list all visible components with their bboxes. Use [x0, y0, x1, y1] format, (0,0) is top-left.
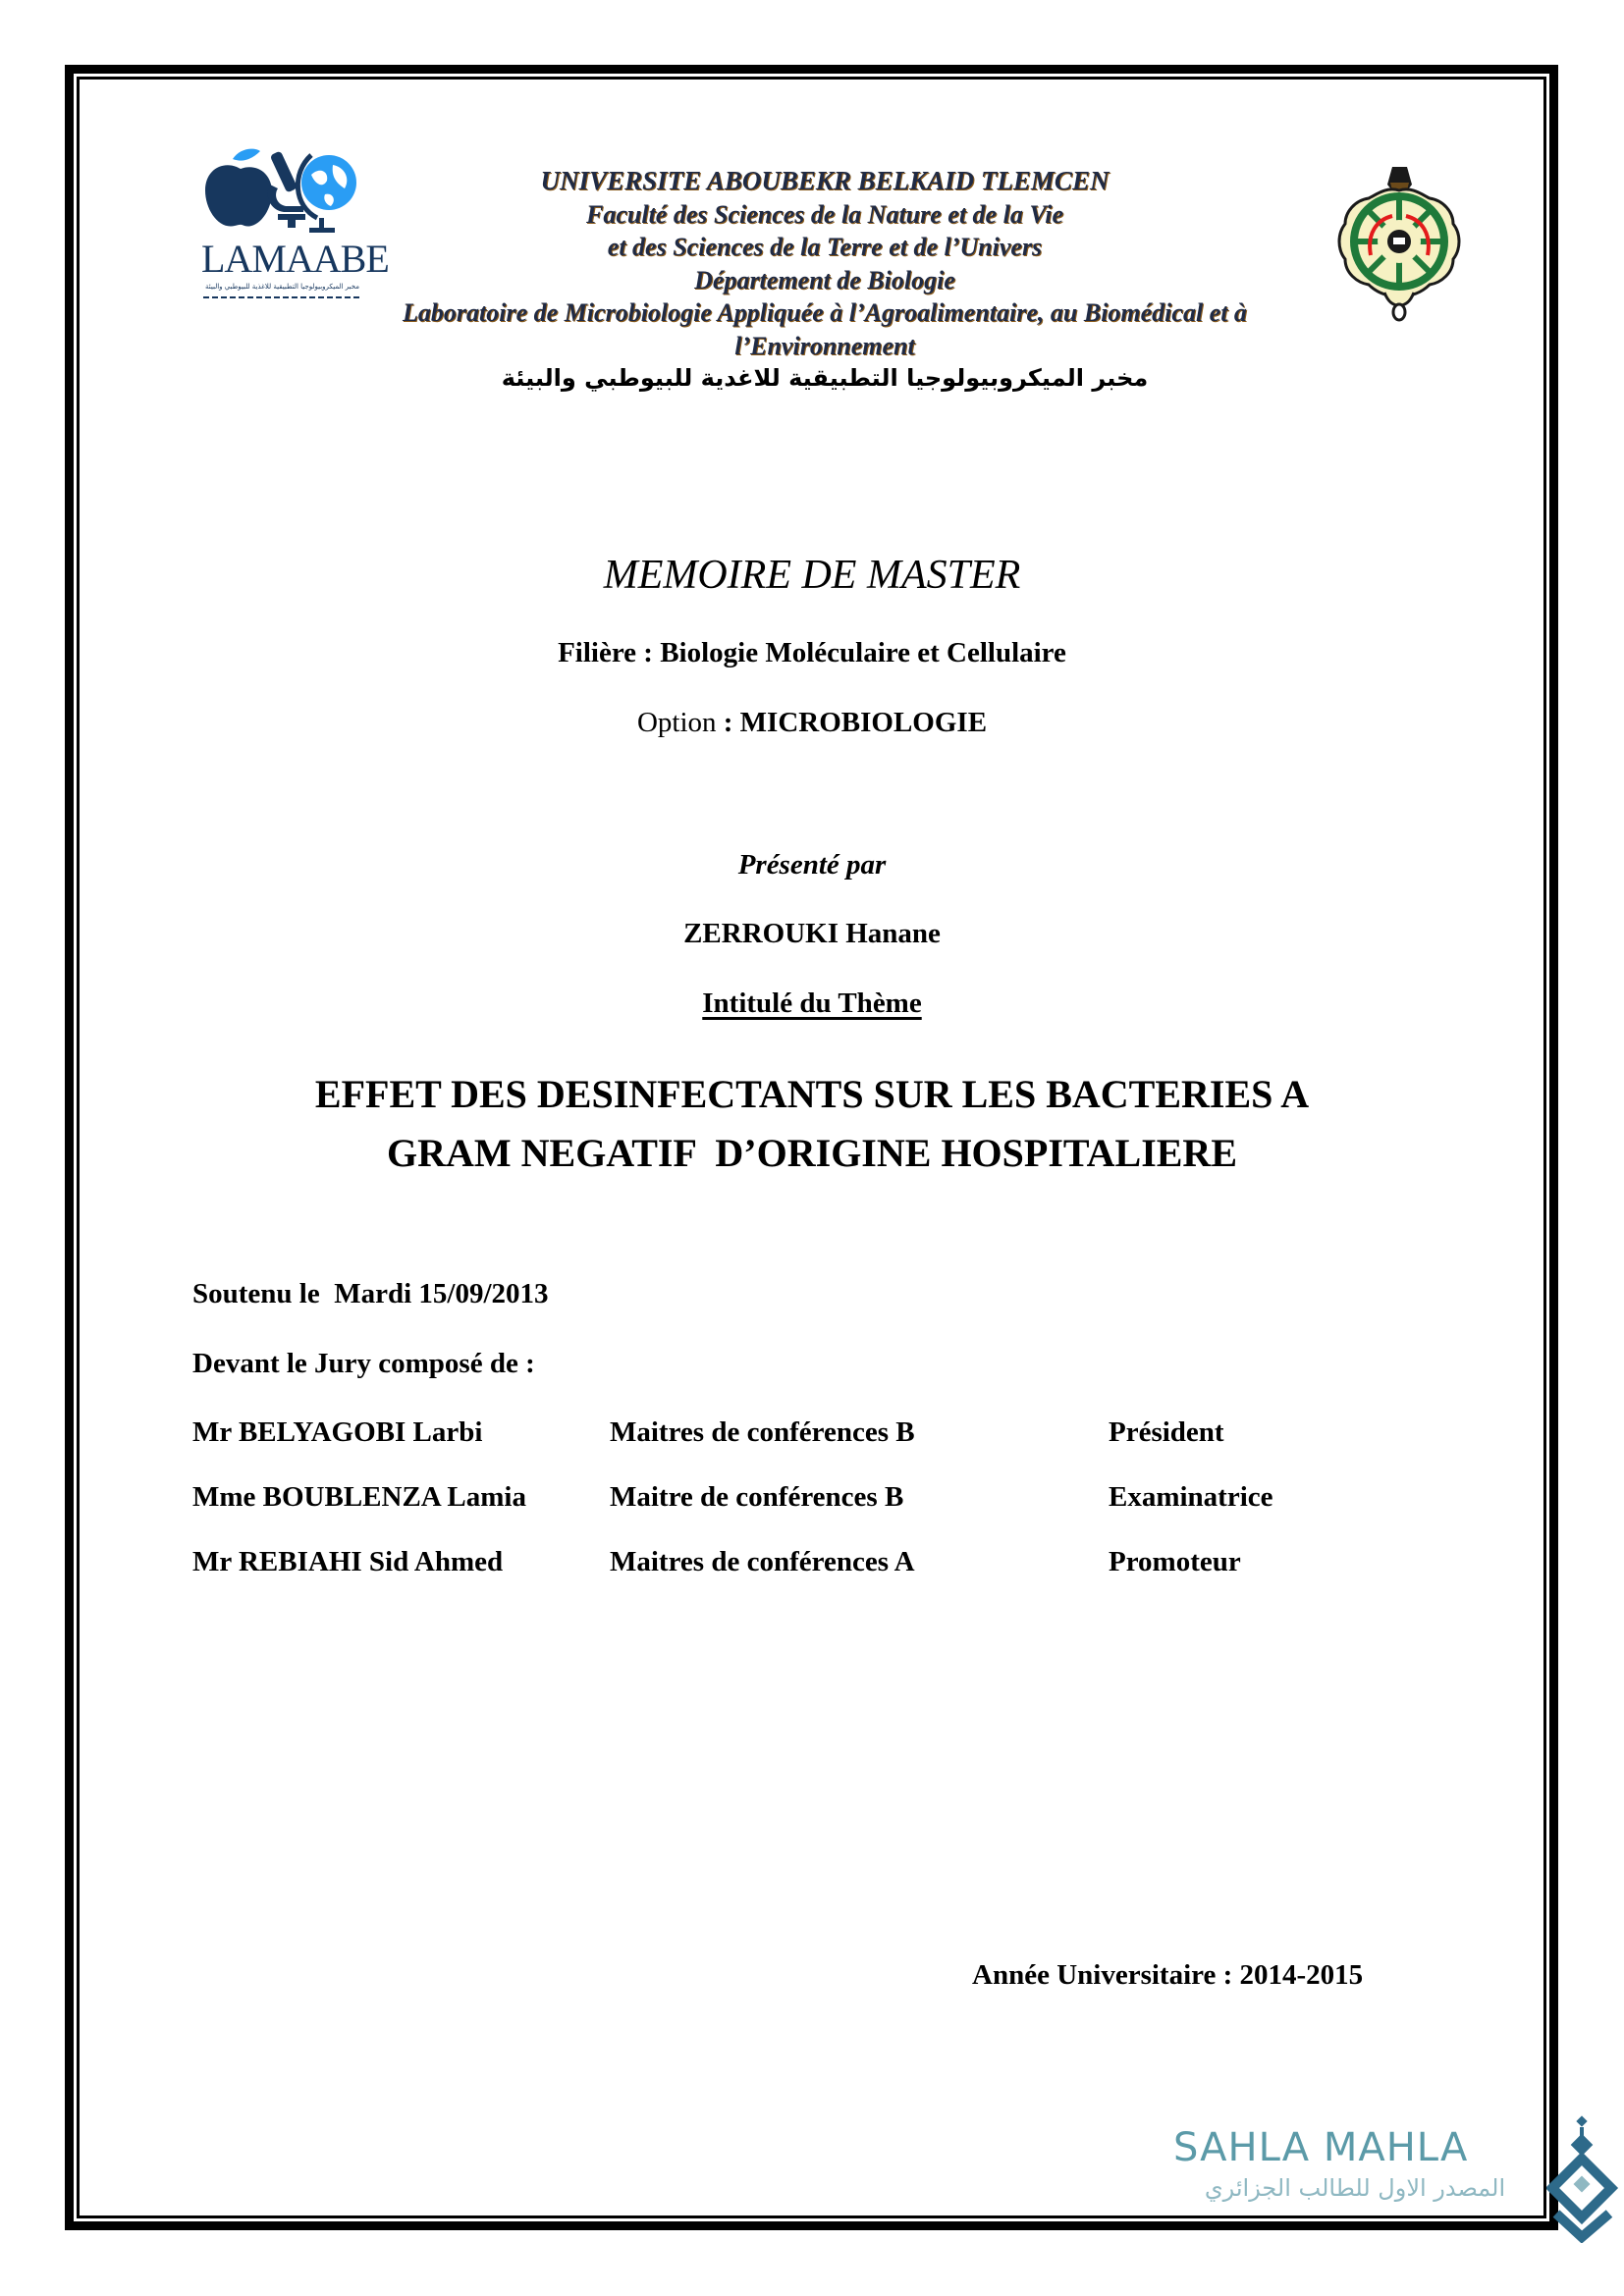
watermark-brand: SAHLA MAHLA — [1173, 2125, 1469, 2170]
presented-by-label: Présenté par — [737, 849, 887, 881]
university-seal-icon — [1333, 165, 1466, 322]
lab-logo-name: LAMAABE — [201, 237, 389, 281]
faculty-line-2: et des Sciences de la Terre et de l’Univers — [607, 233, 1043, 261]
thesis-title-line-1: EFFET DES DESINFECTANTS SUR LES BACTERIES A — [314, 1072, 1310, 1116]
university-seal — [1333, 165, 1466, 322]
thesis-title-line-2: GRAM NEGATIF D’ORIGINE HOSPITALIERE — [386, 1131, 1237, 1175]
jury-member-row — [192, 1546, 1469, 1585]
faculty-line-1: Faculté des Sciences de la Nature et de la Vie — [586, 199, 1063, 229]
jury-member-grade: Maitres de conférences A — [610, 1546, 915, 1577]
author-name: ZERROUKI Hanane — [683, 918, 941, 949]
jury-member-grade: Maitres de conférences B — [610, 1416, 915, 1448]
calligraphy-emblem-icon — [1546, 2115, 1620, 2243]
jury-member-role: Promoteur — [1109, 1546, 1241, 1577]
jury-member-name: Mr BELYAGOBI Larbi — [192, 1416, 483, 1448]
jury-member-row — [192, 1416, 1469, 1456]
program-option — [0, 707, 1624, 739]
jury-member-role: Président — [1109, 1416, 1224, 1448]
theme-label-text: Intitulé du Thème — [702, 988, 922, 1019]
thesis-title — [0, 1065, 1624, 1183]
laboratory-name-line-1: Laboratoire de Microbiologie Appliquée à l’Agroalimentaire, au Biomédical et à — [403, 298, 1247, 327]
laboratory-name-arabic: مخبر الميكروبيولوجيا التطبيقية للاغدية للبيوطبي والبيئة — [501, 364, 1149, 392]
academic-year: Année Universitaire : 2014-2015 — [972, 1959, 1364, 1991]
program-field: Filière : Biologie Moléculaire et Cellulaire — [558, 637, 1066, 668]
laboratory-name-line-2: l’Environnement — [734, 331, 915, 360]
lab-logo-subtitle: مخبر الميكروبيولوجيا التطبيقية للاغذية للبيوطبي والبيئة — [205, 283, 359, 291]
defense-date: Soutenu le Mardi 15/09/2013 — [192, 1278, 549, 1309]
jury-member-grade: Maitre de conférences B — [610, 1481, 904, 1513]
jury-intro: Devant le Jury composé de : — [192, 1348, 535, 1379]
jury-member-name: Mme BOUBLENZA Lamia — [192, 1481, 526, 1513]
option-label: Option — [636, 707, 724, 738]
sahla-mahla-watermark — [1173, 2125, 1624, 2263]
department-name: Département de Biologie — [694, 265, 955, 294]
institution-header — [324, 165, 1326, 396]
jury-member-role: Examinatrice — [1109, 1481, 1273, 1513]
jury-member-row — [192, 1481, 1469, 1521]
jury-member-name: Mr REBIAHI Sid Ahmed — [192, 1546, 504, 1577]
watermark-tagline: المصدر الاول للطالب الجزائري — [1204, 2174, 1506, 2202]
option-value: : MICROBIOLOGIE — [723, 707, 988, 738]
theme-label — [0, 988, 1624, 1020]
university-name: UNIVERSITE ABOUBEKR BELKAID TLEMCEN — [540, 166, 1110, 195]
document-type-title: MEMOIRE DE MASTER — [603, 553, 1021, 598]
